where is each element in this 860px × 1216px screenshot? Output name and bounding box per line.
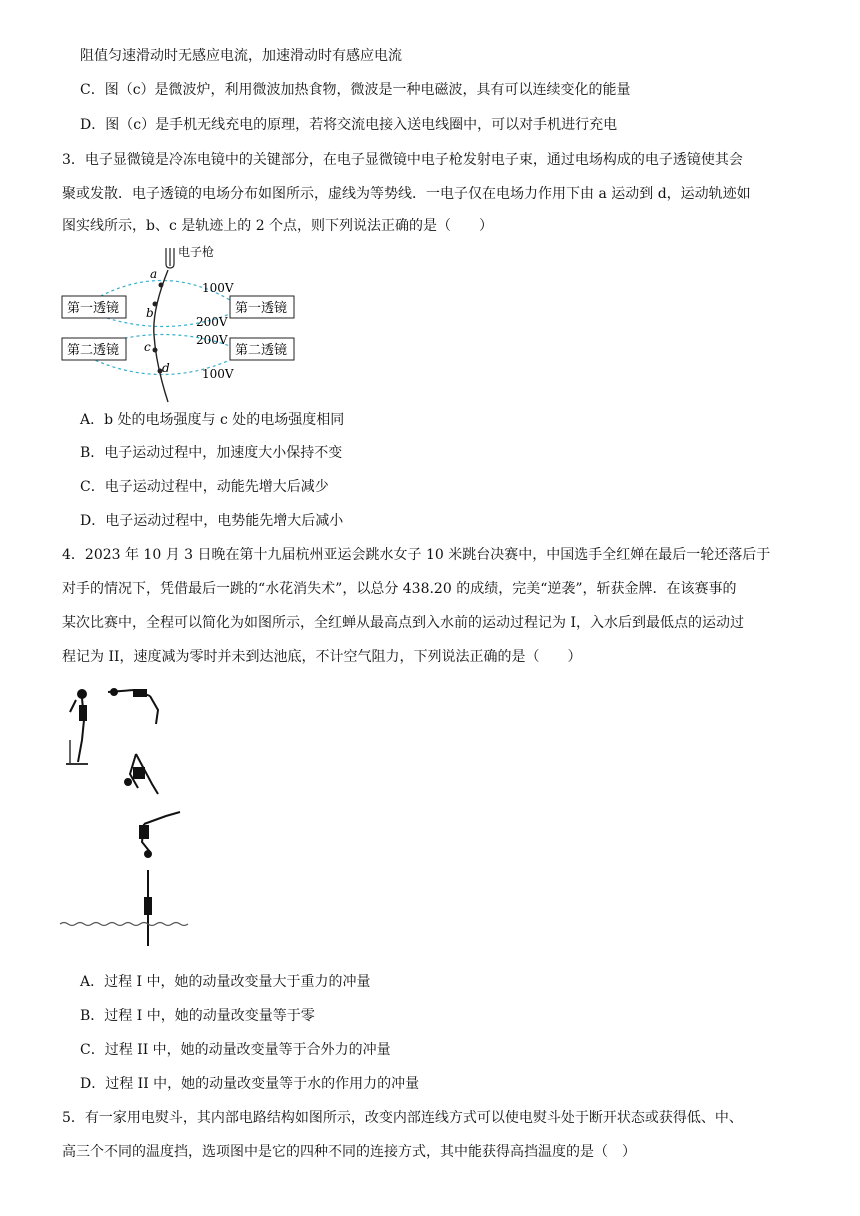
electron-trajectory [154,270,168,402]
electron-gun-icon [166,248,174,268]
diver-figure-4 [140,812,180,857]
water-surface [60,923,188,926]
point-a [159,283,164,288]
q4-option-b: B．过程 I 中，她的动量改变量等于零 [80,1008,315,1024]
q4-option-c: C．过程 II 中，她的动量改变量等于合外力的冲量 [80,1042,391,1058]
q3-option-d: D．电子运动过程中，电势能先增大后减小 [80,513,344,529]
diver-figure-1 [70,690,86,762]
q4-option-d: D．过程 II 中，她的动量改变量等于水的作用力的冲量 [80,1076,420,1092]
q3-stem-line-2: 聚或发散．电子透镜的电场分布如图所示，虚线为等势线．一电子仅在电场力作用下由 a 运动到 d，运动轨迹如 [62,186,751,202]
q3-option-b: B．电子运动过程中，加速度大小保持不变 [80,445,343,461]
q4-stem-line-2: 对手的情况下，凭借最后一跳的“水花消失术”，以总分 438.20 的成绩，完美“逆袭”，斩获金牌．在该赛事的 [62,581,737,597]
q4-stem-line-1: 4．2023 年 10 月 3 日晚在第十九届杭州亚运会跳水女子 10 米跳台决赛中，中国选手全红婵在最后一轮还落后于 [62,547,771,563]
q2-option-d: D．图（c）是手机无线充电的原理，若将交流电接入送电线圈中，可以对手机进行充电 [80,117,618,133]
lens2-left: 第二透镜 [67,343,120,358]
electron-gun-label: 电子枪 [178,245,215,259]
q3-stem-line-1: 3．电子显微镜是冷冻电镜中的关键部分，在电子显微镜中电子枪发射电子束，通过电场构成的电子透镜使其会 [62,152,743,168]
diver-figure-2 [108,689,158,724]
diver-sequence-figure [58,684,198,954]
voltage-label-1: 100V [202,281,234,295]
q2-option-c: C．图（c）是微波炉，利用微波加热食物，微波是一种电磁波，具有可以连续变化的能量 [80,82,631,98]
diver-figure-3 [125,754,158,794]
q4-option-a: A．过程 I 中，她的动量改变量大于重力的冲量 [80,974,371,990]
label-a: a [150,267,158,281]
q3-option-c: C．电子运动过程中，动能先增大后减少 [80,479,329,495]
label-d: d [162,361,170,375]
q5-stem-line-1: 5．有一家用电熨斗，其内部电路结构如图所示，改变内部连线方式可以使电熨斗处于断开状态或获得低、中、 [62,1110,743,1126]
q5-stem-line-2: 高三个不同的温度挡，选项图中是它的四种不同的连接方式，其中能获得高挡温度的是（ ） [62,1144,636,1160]
label-b: b [146,306,154,320]
voltage-label-4: 100V [202,367,234,381]
q2-option-b-continuation: 阻值匀速滑动时无感应电流，加速滑动时有感应电流 [80,48,402,64]
voltage-label-2: 200V [196,315,228,329]
q4-stem-line-3: 某次比赛中，全程可以简化为如图所示，全红蝉从最高点到入水前的运动过程记为 I，入水后到最低点的运动过 [62,615,744,631]
label-c: c [144,340,151,354]
point-c [153,348,158,353]
lens2-right: 第二透镜 [235,343,288,358]
diver-figure-5 [145,870,151,946]
lens1-right: 第一透镜 [235,301,288,316]
platform-icon [66,740,88,764]
voltage-label-3: 200V [196,333,228,347]
electron-lens-figure [60,240,300,405]
q4-stem-line-4: 程记为 II，速度减为零时并未到达池底，不计空气阻力，下列说法正确的是（ ） [62,649,582,665]
q3-option-a: A．b 处的电场强度与 c 处的电场强度相同 [80,412,345,428]
q3-stem-line-3: 图实线所示，b、c 是轨迹上的 2 个点，则下列说法正确的是（ ） [62,218,494,234]
lens1-left: 第一透镜 [67,301,120,316]
